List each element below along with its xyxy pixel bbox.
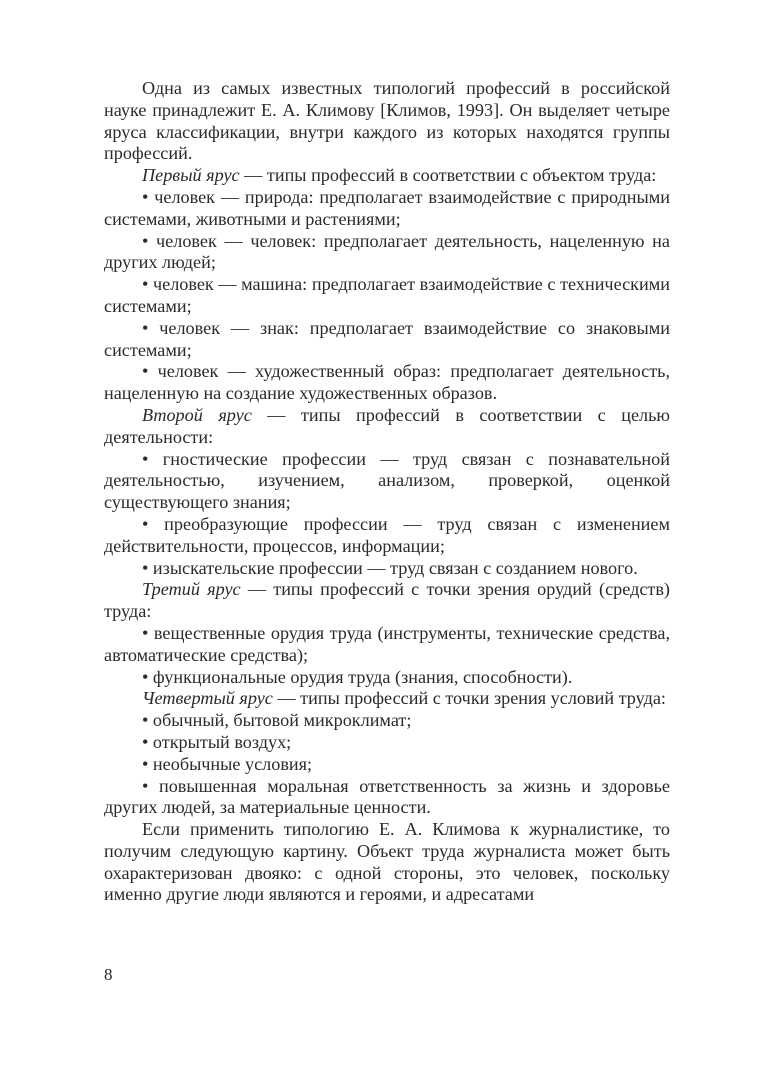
paragraph: Четвертый ярус — типы профессий с точки зрения условий труда: <box>142 688 666 709</box>
list-item: • человек — знак: предполагает взаимодействие со знаковыми системами; <box>104 317 670 360</box>
tier-heading: Первый ярус <box>142 165 240 186</box>
page-number: 8 <box>104 965 113 984</box>
list-item: • преобразующие профессии — труд связан с изменением действительности, процессов, информации; <box>104 513 670 556</box>
tier-heading: Четвертый ярус <box>142 688 273 709</box>
tier-heading: Второй ярус <box>142 404 252 425</box>
list-item: • человек — художественный образ: предполагает деятельность, нацеленную на создание художественных образов. <box>104 361 670 404</box>
list-item: • обычный, бытовой микроклимат; <box>142 710 412 731</box>
list-item: • гностические профессии — труд связан с познавательной деятельностью, изучением, анализом, проверкой, оценкой существующего знания; <box>104 448 670 513</box>
list-item: • человек — машина: предполагает взаимодействие с техническими системами; <box>104 274 670 316</box>
paragraph: Третий ярус — типы профессий с точки зрения орудий (средств) труда: <box>104 579 670 622</box>
paragraph: Если применить типологию Е. А. Климова к журналистике, то получим следующую картину. Объект труда журналиста может быть охарактеризован двояко: с одной стороны, это человек, поскольку именно другие люди являются и героями, и адресатами <box>104 819 670 905</box>
list-item: • функциональные орудия труда (знания, способности). <box>142 666 573 687</box>
list-item: • необычные условия; <box>142 753 313 774</box>
list-item: • открытый воздух; <box>142 731 292 752</box>
list-item: • изыскательские профессии — труд связан с созданием нового. <box>142 557 638 578</box>
list-item: • человек — природа: предполагает взаимодействие с природными системами, животными и растениями; <box>104 186 670 229</box>
paragraph: Первый ярус — типы профессий в соответствии с объектом труда: <box>142 165 657 186</box>
paragraph: Второй ярус — типы профессий в соответствии с целью деятельности: <box>104 404 670 447</box>
tier-heading: Третий ярус <box>142 579 241 600</box>
list-item: • вещественные орудия труда (инструменты, технические средства, автоматические средства); <box>104 622 670 665</box>
list-item: • человек — человек: предполагает деятельность, нацеленную на других людей; <box>104 230 670 273</box>
body-text <box>104 78 670 906</box>
paragraph: Одна из самых известных типологий профессий в российской науке принадлежит Е. А. Климову [Климов, 1993]. Он выделяет четыре яруса классификации, внутри каждого из которых находятся группы профессий. <box>104 78 670 164</box>
list-item: • повышенная моральная ответственность за жизнь и здоровье других людей, за материальные ценности. <box>104 775 670 818</box>
